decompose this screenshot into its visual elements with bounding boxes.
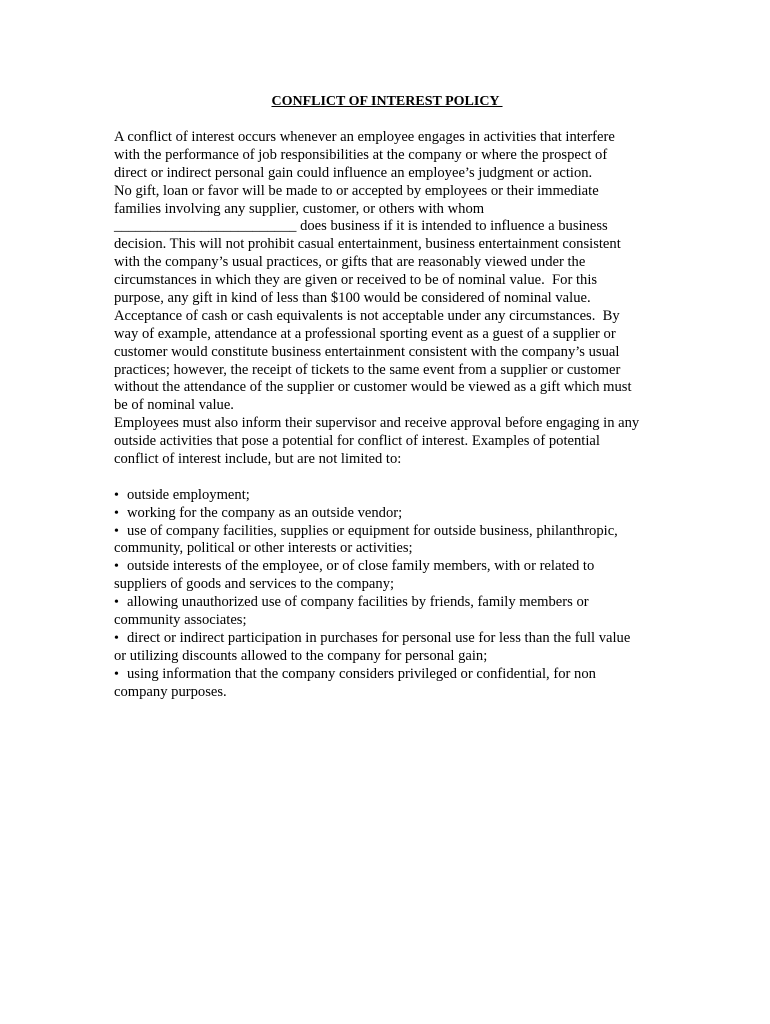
text-line-company-blank: _________________________ does business if it is intended to influence a business [114, 218, 608, 235]
text-line: No gift, loan or favor will be made to or accepted by employees or their immediate [114, 182, 599, 199]
text-line: circumstances in which they are given or received to be of nominal value. For this [114, 272, 598, 289]
list-item-line [114, 523, 674, 541]
text-line: outside activities that pose a potential for conflict of interest. Examples of potential [114, 433, 600, 450]
bullet-icon: • [114, 559, 119, 575]
list-item-text: using information that the company considers privileged or confidential, for non [127, 665, 596, 682]
list-item-continuation: community, political or other interests or activities; [114, 540, 413, 557]
paragraph-outside-activities [114, 415, 674, 469]
text-line: customer would constitute business entertainment consistent with the company’s usual [114, 343, 620, 360]
list-item [114, 505, 674, 523]
bullet-icon: • [114, 630, 119, 646]
text-line: without the attendance of the supplier or customer would be viewed as a gift which must [114, 379, 632, 396]
paragraph-gifts [114, 183, 674, 416]
text-line: decision. This will not prohibit casual entertainment, business entertainment consistent [114, 236, 621, 253]
list-item-line [114, 594, 674, 612]
text-line: way of example, attendance at a professional sporting event as a guest of a supplier or [114, 325, 616, 342]
document-title: CONFLICT OF INTEREST POLICY [271, 94, 503, 109]
text-line: direct or indirect personal gain could influence an employee’s judgment or action. [114, 164, 593, 181]
list-item [114, 558, 674, 594]
list-item-text: direct or indirect participation in purchases for personal use for less than the full value [127, 629, 631, 646]
spacer [114, 469, 674, 487]
text-line: Employees must also inform their supervisor and receive approval before engaging in any [114, 415, 640, 432]
list-item [114, 523, 674, 559]
bullet-icon: • [114, 666, 119, 682]
list-item [114, 630, 674, 666]
list-item-line [114, 505, 674, 523]
bullet-icon: • [114, 487, 119, 503]
text-line: be of nominal value. [114, 397, 234, 414]
text-line: purpose, any gift in kind of less than $100 would be considered of nominal value. [114, 290, 591, 307]
bullet-list [114, 487, 674, 702]
text-line: conflict of interest include, but are not limited to: [114, 451, 402, 468]
text-line: with the performance of job responsibilities at the company or where the prospect of [114, 146, 608, 163]
list-item-continuation: community associates; [114, 612, 247, 629]
text-line: families involving any supplier, customer, or others with whom [114, 200, 485, 217]
list-item [114, 594, 674, 630]
text-line: Acceptance of cash or cash equivalents is not acceptable under any circumstances. By [114, 307, 620, 324]
list-item [114, 487, 674, 505]
list-item-line [114, 558, 674, 576]
bullet-icon: • [114, 505, 119, 521]
list-item-continuation: or utilizing discounts allowed to the company for personal gain; [114, 647, 488, 664]
paragraph-definition [114, 129, 674, 183]
document-body [114, 129, 674, 702]
list-item-text: outside interests of the employee, or of close family members, with or related to [127, 558, 595, 575]
text-line: with the company’s usual practices, or gifts that are reasonably viewed under the [114, 254, 586, 271]
list-item-line [114, 487, 674, 505]
list-item-text: working for the company as an outside vendor; [127, 504, 403, 521]
list-item [114, 666, 674, 702]
text-line: practices; however, the receipt of tickets to the same event from a supplier or customer [114, 361, 621, 378]
bullet-icon: • [114, 595, 119, 611]
list-item-continuation: suppliers of goods and services to the company; [114, 576, 395, 593]
list-item-text: allowing unauthorized use of company facilities by friends, family members or [127, 594, 589, 611]
list-item-text: use of company facilities, supplies or equipment for outside business, philanthropic, [127, 522, 618, 539]
list-item-continuation: company purposes. [114, 683, 227, 700]
bullet-icon: • [114, 523, 119, 539]
text-line: A conflict of interest occurs whenever an employee engages in activities that interfere [114, 129, 615, 145]
list-item-line [114, 666, 674, 684]
list-item-line [114, 630, 674, 648]
list-item-text: outside employment; [127, 486, 250, 503]
